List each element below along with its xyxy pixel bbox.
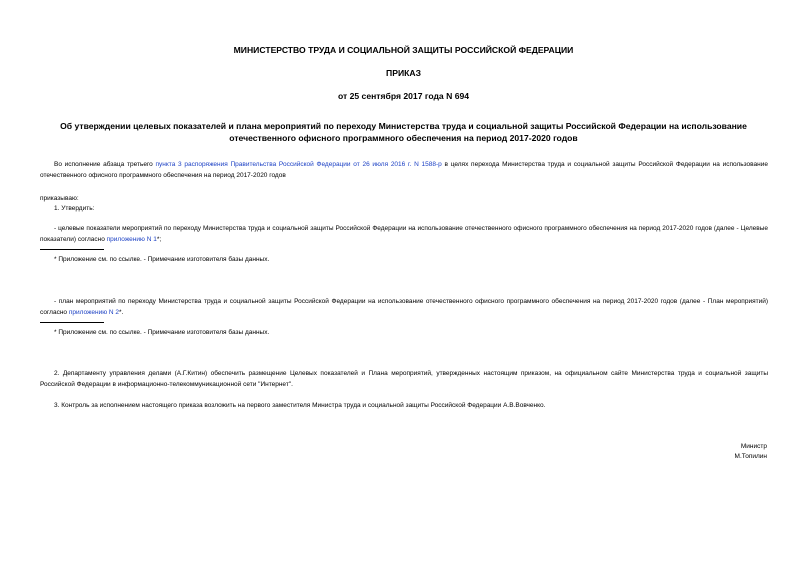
- doc-type-heading: ПРИКАЗ: [386, 68, 421, 78]
- date-number-heading: от 25 сентября 2017 года N 694: [337, 91, 470, 101]
- sub-item-plan: [40, 297, 768, 318]
- item-2: 2. Департаменту управления делами (А.Г.Китин) обеспечить размещение Целевых показателей и Плана мероприятий, утвержденных настоящим приказом, на официальном сайте Министерства труда и социальной защиты Российской Федерации в информационно-телекоммуникационной сети "Интернет".: [40, 370, 768, 388]
- signature-position: Министр: [740, 443, 767, 450]
- item-3: 3. Контроль за исполнением настоящего приказа возложить на первого заместителя Министра труда и социальной защиты Российской Федерации А.В.Вовченко.: [54, 402, 546, 409]
- footnote-2: * Приложение см. по ссылке. - Примечание изготовителя базы данных.: [54, 329, 270, 336]
- sub-item-plan-text: - план мероприятий по переходу Министерства труда и социальной защиты Российской Федерации на использование отечественного офисного программного обеспечения на период 2017-2020 годов (далее - План мероприятий) согласно: [40, 298, 768, 316]
- sub-item-targets-text: - целевые показатели мероприятий по переходу Министерства труда и социальной защиты Российской Федерации на использование отечественного офисного программного обеспечения на период 2017-2020 годов (далее - Целевые показатели) согласно: [40, 225, 768, 243]
- document-title: Об утверждении целевых показателей и плана мероприятий по переходу Министерства труда и социальной защиты Российской Федерации на использование отечественного офисного программного обеспечения на период 2017-2020 годов: [60, 121, 747, 143]
- order-word: приказываю:: [40, 195, 79, 202]
- sub-item-plan-end: *.: [119, 308, 124, 316]
- footnote-rule-2: [40, 322, 104, 323]
- signature-name: М.Топилин: [734, 453, 767, 460]
- appendix-1-link[interactable]: приложению N 1: [106, 235, 157, 243]
- intro-after-text: в целях перехода Министерства труда и социальной защиты Российской Федерации на использование отечественного офисного программного обеспечения на период 2017-2020 годов: [40, 161, 769, 179]
- appendix-2-link[interactable]: приложению N 2: [68, 308, 119, 316]
- footnote-rule-1: [40, 249, 104, 250]
- ministry-heading: МИНИСТЕРСТВО ТРУДА И СОЦИАЛЬНОЙ ЗАЩИТЫ РОССИЙСКОЙ ФЕДЕРАЦИИ: [233, 45, 574, 55]
- footnote-1: * Приложение см. по ссылке. - Примечание изготовителя базы данных.: [54, 256, 270, 263]
- sub-item-targets: [40, 224, 768, 245]
- sub-item-targets-end: *;: [156, 235, 162, 243]
- item-1: 1. Утвердить:: [54, 205, 95, 212]
- government-order-link[interactable]: пункта 3 распоряжения Правительства Российской Федерации от 26 июля 2016 г. N 1588-р: [155, 161, 442, 168]
- intro-paragraph: [40, 160, 768, 181]
- intro-before-text: Во исполнение абзаца третьего: [54, 161, 156, 168]
